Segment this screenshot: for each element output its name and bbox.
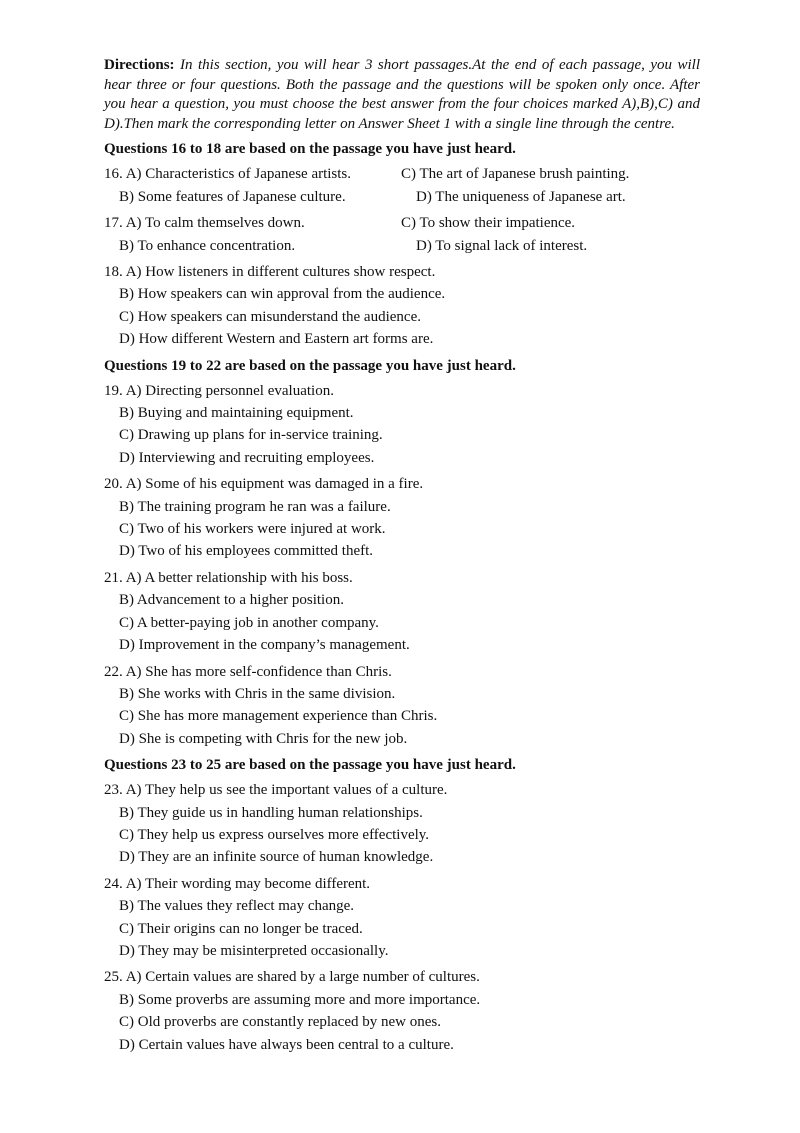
question-18 [104, 261, 700, 351]
exam-page [104, 56, 700, 1060]
question-16 [104, 163, 700, 208]
question-number: 17. [104, 215, 123, 232]
question-23 [104, 779, 700, 869]
question-number: 21. [104, 569, 123, 586]
option-c[interactable]: C) They help us express ourselves more effectively. [119, 826, 430, 843]
option-b[interactable]: B) She works with Chris in the same division. [119, 685, 396, 702]
option-d[interactable]: D) How different Western and Eastern art forms are. [119, 331, 434, 348]
question-20 [104, 473, 700, 563]
option-b[interactable]: B) How speakers can win approval from the audience. [119, 286, 446, 303]
option-b[interactable]: B) The values they reflect may change. [119, 898, 355, 915]
option-a[interactable]: A) Their wording may become different. [125, 875, 371, 892]
option-a[interactable]: A) To calm themselves down. [125, 215, 305, 232]
option-b[interactable]: B) Some proverbs are assuming more and more importance. [119, 991, 481, 1008]
question-24 [104, 873, 700, 963]
option-c[interactable]: C) She has more management experience than Chris. [119, 708, 438, 725]
option-d[interactable]: D) To signal lack of interest. [416, 237, 588, 254]
option-a[interactable]: A) Characteristics of Japanese artists. [125, 166, 352, 183]
option-a[interactable]: A) A better relationship with his boss. [125, 569, 353, 586]
directions-label: Directions: [104, 57, 175, 73]
directions [104, 56, 700, 134]
option-b[interactable]: B) Buying and maintaining equipment. [119, 405, 354, 422]
option-c[interactable]: C) Old proverbs are constantly replaced by new ones. [119, 1014, 441, 1031]
option-b[interactable]: B) Some features of Japanese culture. [119, 188, 346, 205]
question-number: 24. [104, 875, 123, 892]
option-b[interactable]: B) They guide us in handling human relationships. [119, 804, 423, 821]
option-c[interactable]: C) Two of his workers were injured at work. [119, 521, 386, 538]
option-d[interactable]: D) Improvement in the company’s management. [119, 637, 410, 654]
option-d[interactable]: D) Interviewing and recruiting employees. [119, 449, 375, 466]
option-d[interactable]: D) The uniqueness of Japanese art. [416, 188, 626, 205]
question-number: 18. [104, 264, 123, 280]
option-b[interactable]: B) Advancement to a higher position. [119, 592, 344, 609]
question-19 [104, 380, 700, 470]
question-17 [104, 212, 700, 257]
option-a[interactable]: A) They help us see the important values of a culture. [125, 782, 448, 799]
option-b[interactable]: B) To enhance concentration. [119, 237, 296, 254]
question-22 [104, 661, 700, 751]
section-heading-19-22: Questions 19 to 22 are based on the passage you have just heard. [104, 357, 516, 374]
question-21 [104, 567, 700, 657]
option-d[interactable]: D) They are an infinite source of human knowledge. [119, 849, 434, 866]
option-d[interactable]: D) Two of his employees committed theft. [119, 543, 374, 560]
option-a[interactable]: A) How listeners in different cultures show respect. [125, 264, 436, 280]
option-a[interactable]: A) Directing personnel evaluation. [125, 382, 334, 399]
directions-text: In this section, you will hear 3 short passages.At the end of each passage, you will hear three or four questions. Both the passage and the questions will be spoken only once. After you hear a question, you must choose the best answer from the four choices marked A),B),C) and D).Then mark the corresponding letter on Answer Sheet 1 with a single line through the centre. [104, 57, 701, 132]
option-c[interactable]: C) To show their impatience. [401, 215, 576, 232]
option-c[interactable]: C) Drawing up plans for in-service training. [119, 427, 383, 444]
section-heading-23-25: Questions 23 to 25 are based on the passage you have just heard. [104, 757, 516, 774]
option-c[interactable]: C) The art of Japanese brush painting. [401, 166, 630, 183]
option-a[interactable]: A) She has more self-confidence than Chris. [125, 663, 392, 680]
option-a[interactable]: A) Certain values are shared by a large number of cultures. [125, 969, 480, 986]
question-number: 19. [104, 382, 123, 399]
question-number: 16. [104, 166, 123, 183]
question-25 [104, 966, 700, 1056]
question-number: 25. [104, 969, 123, 986]
question-number: 23. [104, 782, 123, 799]
option-c[interactable]: C) A better-paying job in another company. [119, 614, 379, 631]
option-d[interactable]: D) Certain values have always been central to a culture. [119, 1036, 454, 1053]
option-a[interactable]: A) Some of his equipment was damaged in a fire. [125, 476, 424, 493]
option-b[interactable]: B) The training program he ran was a failure. [119, 498, 391, 515]
option-d[interactable]: D) She is competing with Chris for the new job. [119, 730, 408, 747]
question-number: 22. [104, 663, 123, 680]
option-c[interactable]: C) Their origins can no longer be traced. [119, 920, 363, 937]
section-heading-16-18: Questions 16 to 18 are based on the passage you have just heard. [104, 141, 516, 158]
question-number: 20. [104, 476, 123, 493]
option-c[interactable]: C) How speakers can misunderstand the audience. [119, 308, 421, 325]
option-d[interactable]: D) They may be misinterpreted occasionally. [119, 942, 389, 959]
